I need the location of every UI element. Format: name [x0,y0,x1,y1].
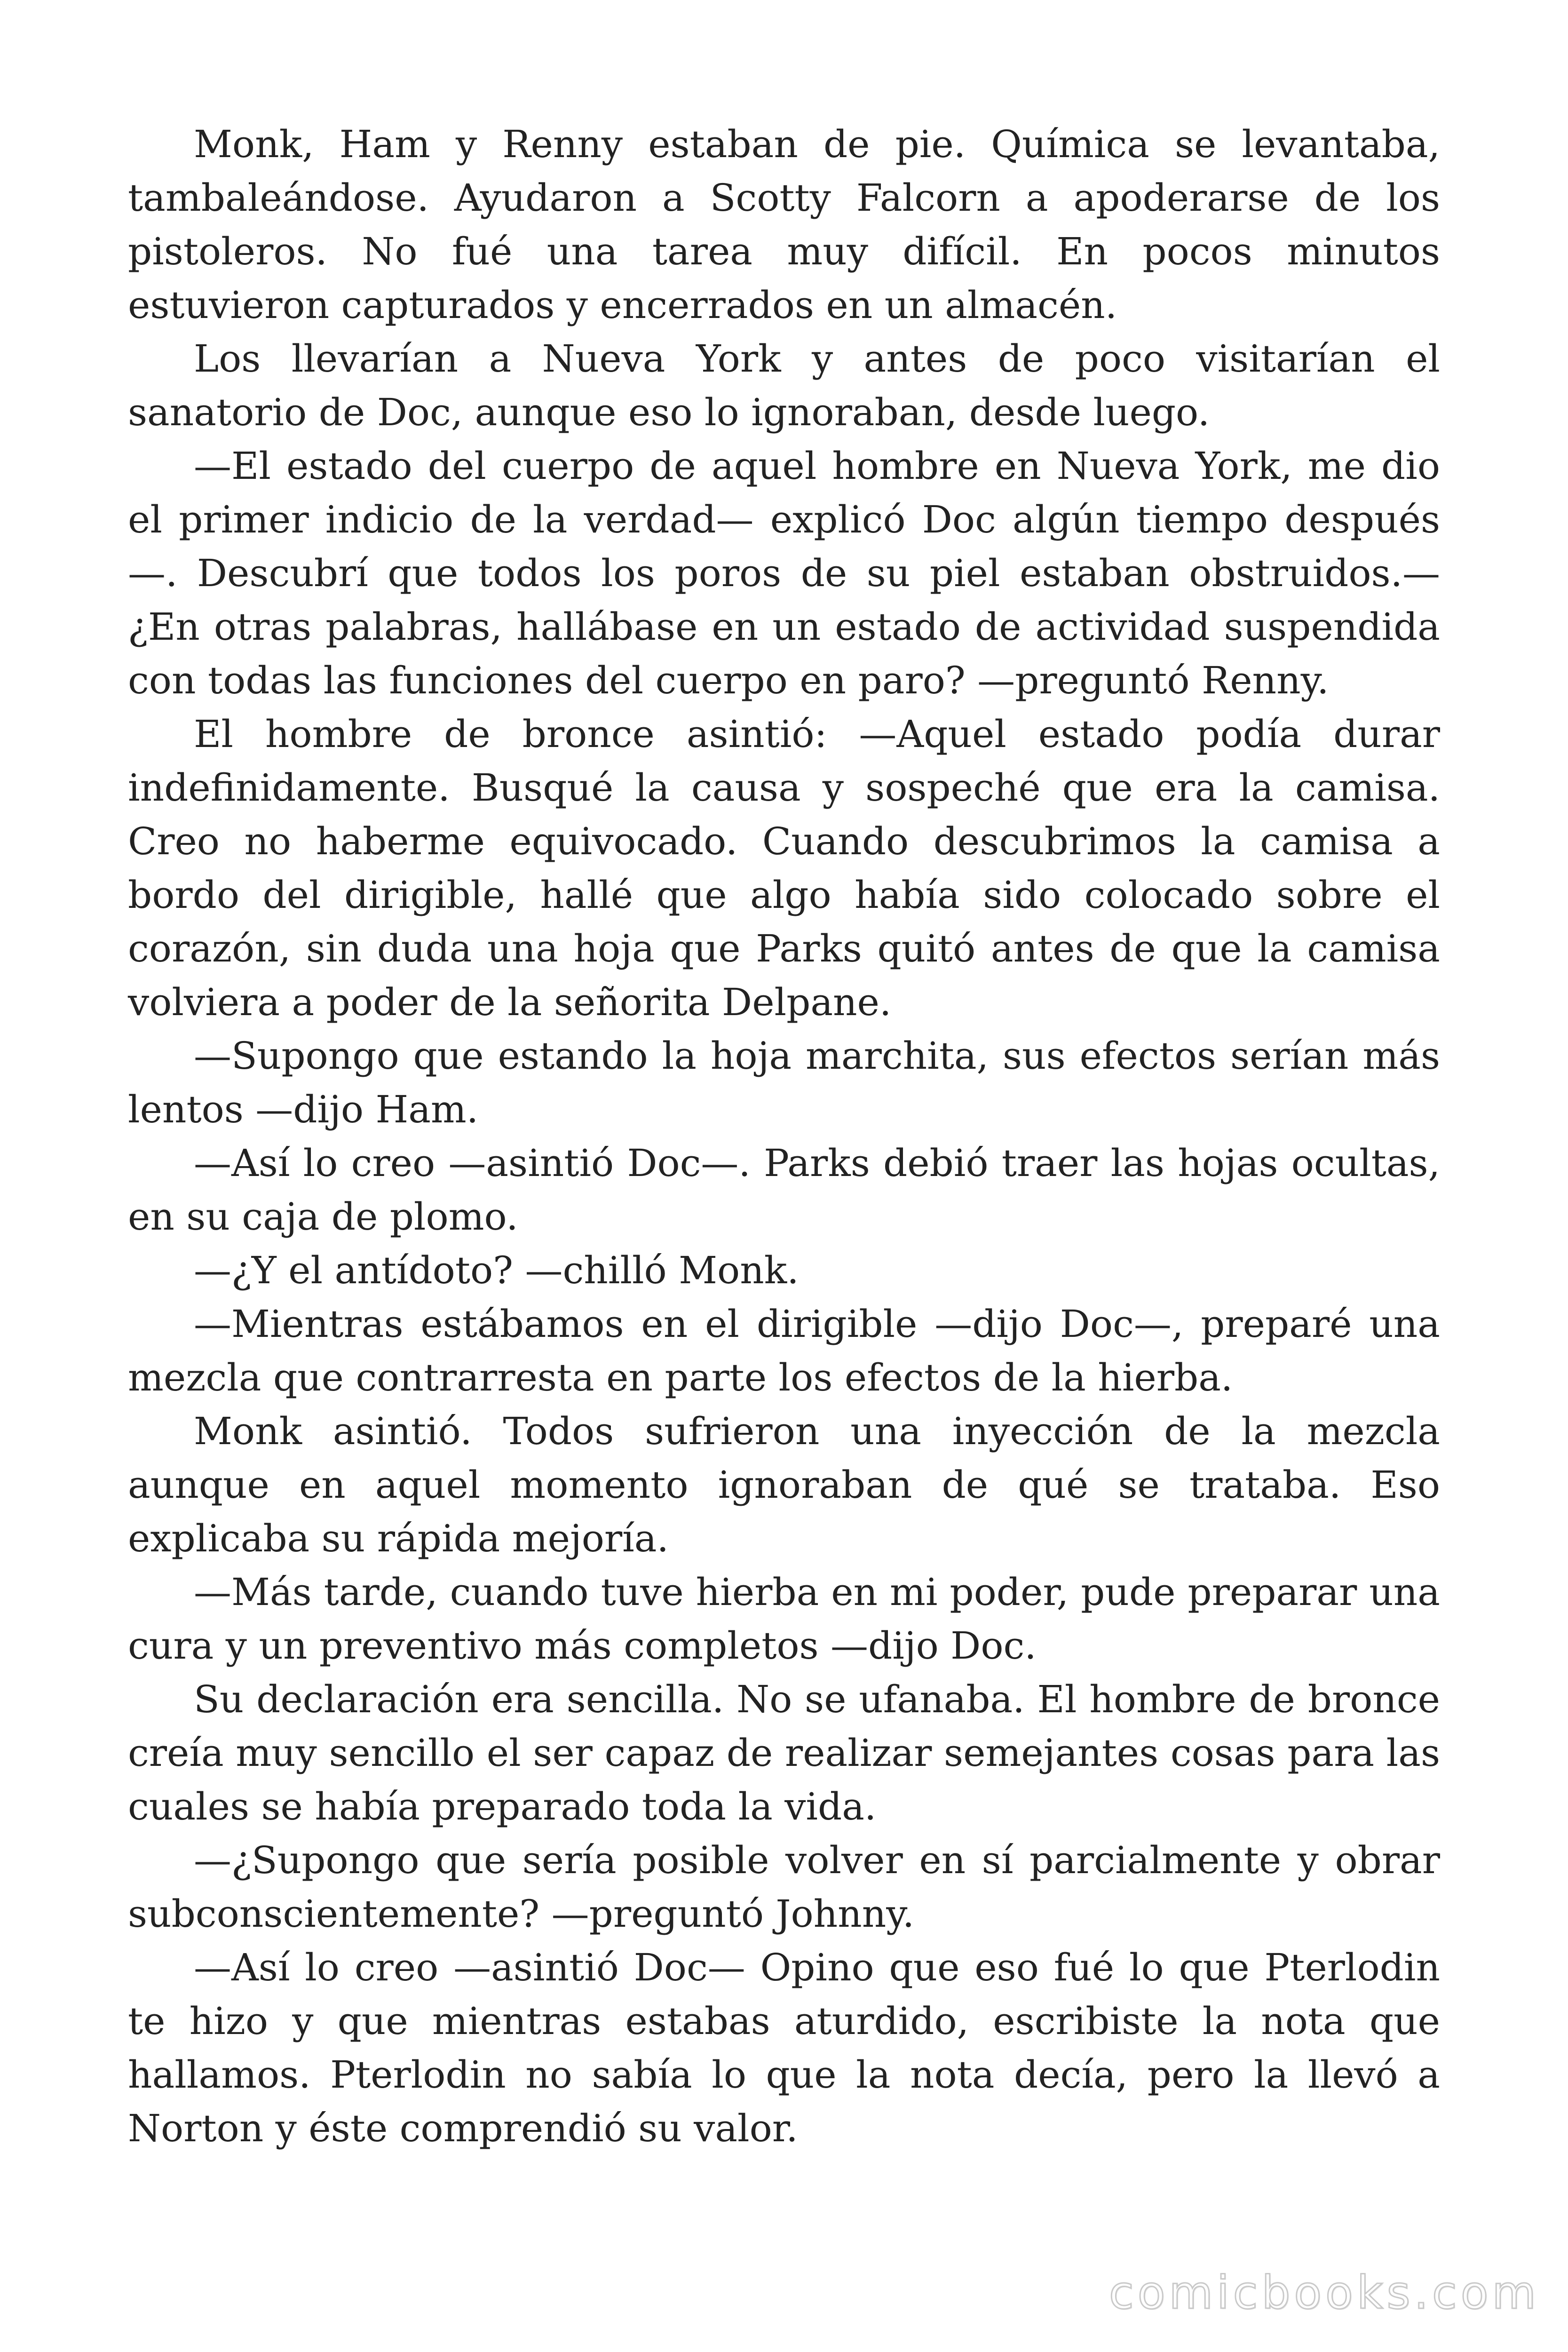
paragraph: —Más tarde, cuando tuve hierba en mi poder, pude preparar una cura y un preventivo más completos —dijo Doc. [128,1570,1440,1668]
paragraph: —¿Y el antídoto? —chilló Monk. [194,1248,799,1292]
watermark: comicbooks.com [1109,2266,1540,2319]
paragraph: Monk asintió. Todos sufrieron una inyección de la mezcla aunque en aquel momento ignoraban de qué se trataba. Eso explicaba su rápida mejoría. [128,1409,1440,1560]
paragraph: —Supongo que estando la hoja marchita, sus efectos serían más lentos —dijo Ham. [128,1034,1440,1131]
paragraph: —Así lo creo —asintió Doc—. Parks debió traer las hojas ocultas, en su caja de plomo. [128,1141,1440,1239]
paragraph: —¿Supongo que sería posible volver en sí parcialmente y obrar subconscientemente? —preguntó Johnny. [128,1838,1440,1936]
paragraph: —Así lo creo —asintió Doc— Opino que eso fué lo que Pterlodin te hizo y que mientras estabas aturdido, escribiste la nota que hallamos. Pterlodin no sabía lo que la nota decía, pero la llevó a Norton y éste comprendió su valor. [128,1946,1440,2150]
paragraph: El hombre de bronce asintió: —Aquel estado podía durar indefinidamente. Busqué la causa y sospeché que era la camisa. Creo no haberme equivocado. Cuando descubrimos la camisa a bordo del dirigible, hallé que algo había sido colocado sobre el corazón, sin duda una hoja que Parks quitó antes de que la camisa volviera a poder de la señorita Delpane. [128,712,1440,1024]
paragraph: —El estado del cuerpo de aquel hombre en Nueva York, me dio el primer indicio de la verdad— explicó Doc algún tiempo después —. Descubrí que todos los poros de su piel estaban obstruidos.— ¿En otras palabras, hallábase en un estado de actividad suspendida con todas las funciones del cuerpo en paro? —preguntó Renny. [128,444,1440,702]
paragraph: —Mientras estábamos en el dirigible —dijo Doc—, preparé una mezcla que contrarresta en parte los efectos de la hierba. [128,1302,1440,1399]
body-text [128,118,1440,2155]
paragraph: Su declaración era sencilla. No se ufanaba. El hombre de bronce creía muy sencillo el ser capaz de realizar semejantes cosas para las cuales se había preparado toda la vida. [128,1677,1440,1828]
paragraph: Monk, Ham y Renny estaban de pie. Química se levantaba, tambaleándose. Ayudaron a Scotty Falcorn a apoderarse de los pistoleros. No fué una tarea muy difícil. En pocos minutos estuvieron capturados y encerrados en un almacén. [128,122,1440,327]
paragraph: Los llevarían a Nueva York y antes de poco visitarían el sanatorio de Doc, aunque eso lo ignoraban, desde luego. [128,337,1440,434]
